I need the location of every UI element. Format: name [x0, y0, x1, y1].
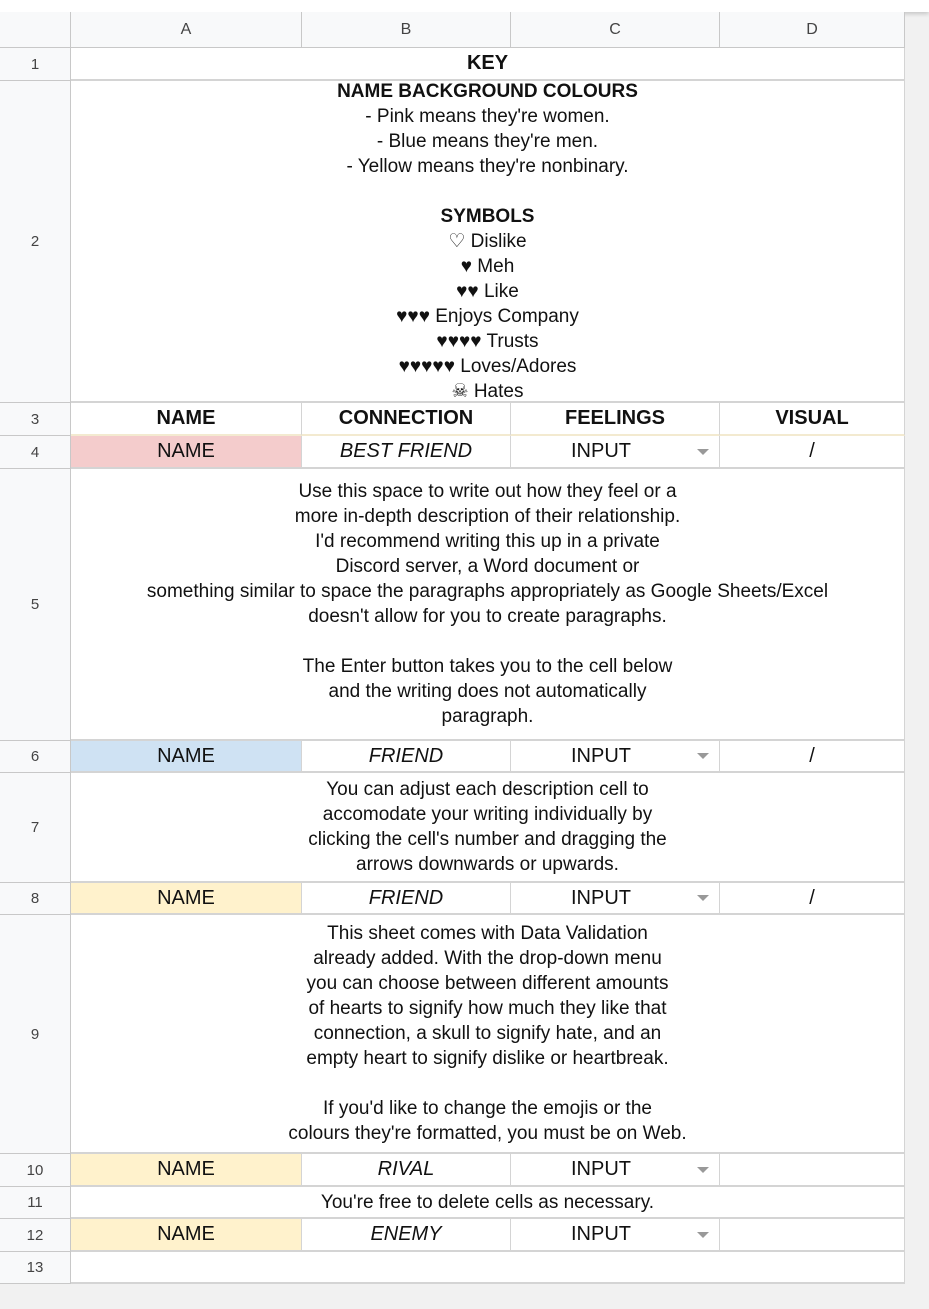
connection-cell-row-6[interactable]	[302, 741, 511, 773]
feelings-text: INPUT	[571, 744, 631, 767]
feelings-cell-row-12[interactable]	[511, 1219, 720, 1252]
row-header-3[interactable]: 3	[0, 403, 71, 436]
feelings-cell-row-4[interactable]	[511, 436, 720, 469]
merged-cell-row-11[interactable]	[71, 1187, 905, 1219]
name-text: NAME	[157, 1223, 215, 1245]
text-line: paragraph.	[441, 706, 534, 727]
dropdown-arrow-icon[interactable]	[697, 1167, 709, 1173]
visual-cell-row-3[interactable]	[720, 403, 905, 436]
row-header-7[interactable]: 7	[0, 773, 71, 883]
name-cell-row-4[interactable]	[71, 436, 302, 469]
text-line: connection, a skull to signify hate, and an	[313, 1023, 662, 1044]
feelings-text: INPUT	[571, 1158, 631, 1180]
feelings-text: FEELINGS	[564, 407, 665, 429]
row-header-6[interactable]: 6	[0, 741, 71, 773]
text-line: something similar to space the paragraphs appropriately as Google Sheets/Excel	[146, 581, 829, 602]
feelings-text: INPUT	[571, 1223, 631, 1245]
row-header-2[interactable]: 2	[0, 81, 71, 403]
name-text: NAME	[157, 440, 215, 462]
name-text: NAME	[156, 407, 216, 429]
visual-cell-row-12[interactable]	[720, 1219, 905, 1252]
connection-cell-row-3[interactable]	[302, 403, 511, 436]
text-line: ☠ Hates	[451, 380, 524, 402]
feelings-text: INPUT	[571, 440, 631, 462]
text-line: Use this space to write out how they feel or a	[298, 481, 677, 502]
text-line: You can adjust each description cell to	[326, 779, 649, 800]
text-line: empty heart to signify dislike or heartbreak.	[306, 1048, 669, 1069]
feelings-cell-row-10[interactable]	[511, 1154, 720, 1187]
text-line: - Pink means they're women.	[365, 105, 610, 127]
text-line	[485, 179, 490, 204]
text-line: ♥♥ Like	[456, 280, 519, 302]
name-text: NAME	[157, 1158, 215, 1180]
row-header-13[interactable]: 13	[0, 1252, 71, 1284]
row-header-12[interactable]: 12	[0, 1219, 71, 1252]
merged-cell-row-2[interactable]	[71, 81, 905, 403]
text-line: of hearts to signify how much they like that	[308, 998, 667, 1019]
connection-cell-row-4[interactable]	[302, 436, 511, 469]
feelings-cell-row-6[interactable]	[511, 741, 720, 773]
feelings-text: INPUT	[571, 886, 631, 909]
text-line: You're free to delete cells as necessary.	[320, 1191, 655, 1213]
merged-cell-row-1[interactable]	[71, 48, 905, 81]
visual-text: /	[809, 744, 815, 767]
column-header-b[interactable]: B	[302, 12, 511, 48]
text-line: already added. With the drop-down menu	[313, 948, 662, 969]
dropdown-arrow-icon[interactable]	[697, 1232, 709, 1238]
connection-text: RIVAL	[377, 1158, 435, 1180]
text-line: The Enter button takes you to the cell below	[302, 656, 673, 677]
connection-text: ENEMY	[370, 1223, 442, 1245]
text-line: - Yellow means they're nonbinary.	[346, 155, 629, 177]
visual-text: VISUAL	[775, 407, 849, 429]
connection-cell-row-12[interactable]	[302, 1219, 511, 1252]
column-header-c[interactable]: C	[511, 12, 720, 48]
connection-text: FRIEND	[368, 886, 444, 909]
text-line: If you'd like to change the emojis or the	[323, 1098, 652, 1119]
name-cell-row-12[interactable]	[71, 1219, 302, 1252]
row-header-10[interactable]: 10	[0, 1154, 71, 1187]
dropdown-arrow-icon[interactable]	[697, 449, 709, 455]
section-heading: NAME BACKGROUND COLOURS	[337, 80, 638, 102]
text-line: ♡ Dislike	[448, 230, 527, 252]
visual-text: /	[809, 886, 815, 909]
merged-cell-row-13[interactable]	[71, 1252, 905, 1284]
text-line: more in-depth description of their relationship.	[294, 506, 681, 527]
column-header-a[interactable]: A	[71, 12, 302, 48]
text-line: ♥♥♥♥♥ Loves/Adores	[398, 355, 577, 377]
text-line: Discord server, a Word document or	[335, 556, 640, 577]
text-line: KEY	[466, 52, 509, 74]
merged-cell-row-7[interactable]	[71, 773, 905, 883]
text-line: arrows downwards or upwards.	[356, 854, 619, 875]
row-header-9[interactable]: 9	[0, 915, 71, 1154]
text-line	[485, 629, 490, 654]
text-line: ♥♥♥ Enjoys Company	[396, 305, 579, 327]
row-header-11[interactable]: 11	[0, 1187, 71, 1219]
visual-cell-row-4[interactable]	[720, 436, 905, 469]
feelings-cell-row-3[interactable]	[511, 403, 720, 436]
connection-cell-row-10[interactable]	[302, 1154, 511, 1187]
name-cell-row-8[interactable]	[71, 883, 302, 915]
name-text: NAME	[157, 886, 215, 909]
text-line: I'd recommend writing this up in a private	[315, 531, 660, 552]
row-header-4[interactable]: 4	[0, 436, 71, 469]
text-line	[485, 1071, 490, 1096]
connection-text: BEST FRIEND	[339, 440, 473, 462]
feelings-cell-row-8[interactable]	[511, 883, 720, 915]
connection-text: FRIEND	[368, 744, 444, 767]
connection-cell-row-8[interactable]	[302, 883, 511, 915]
row-header-8[interactable]: 8	[0, 883, 71, 915]
row-header-1[interactable]: 1	[0, 48, 71, 81]
visual-cell-row-6[interactable]	[720, 741, 905, 773]
text-line: - Blue means they're men.	[376, 130, 599, 152]
text-line: clicking the cell's number and dragging the	[308, 829, 667, 850]
dropdown-arrow-icon[interactable]	[697, 753, 709, 759]
name-text: NAME	[157, 744, 215, 767]
text-line: colours they're formatted, you must be on Web.	[288, 1123, 687, 1144]
name-cell-row-6[interactable]	[71, 741, 302, 773]
column-header-d[interactable]: D	[720, 12, 905, 48]
dropdown-arrow-icon[interactable]	[697, 895, 709, 901]
text-line: ♥♥♥♥ Trusts	[436, 330, 539, 352]
row-header-5[interactable]: 5	[0, 469, 71, 741]
text-line: doesn't allow for you to create paragraphs.	[308, 606, 667, 627]
text-line: This sheet comes with Data Validation	[327, 923, 648, 944]
visual-text: /	[809, 440, 815, 462]
visual-cell-row-10[interactable]	[720, 1154, 905, 1187]
name-cell-row-10[interactable]	[71, 1154, 302, 1187]
select-all-corner[interactable]	[0, 12, 71, 48]
name-cell-row-3[interactable]	[71, 403, 302, 436]
merged-cell-row-5[interactable]	[71, 469, 905, 741]
text-line: you can choose between different amounts	[306, 973, 669, 994]
text-line: accomodate your writing individually by	[322, 804, 653, 825]
section-heading: SYMBOLS	[440, 205, 535, 227]
top-toolbar-edge	[0, 0, 929, 12]
text-line: and the writing does not automatically	[328, 681, 647, 702]
connection-text: CONNECTION	[338, 407, 474, 429]
text-line: ♥ Meh	[460, 255, 515, 277]
visual-cell-row-8[interactable]	[720, 883, 905, 915]
merged-cell-row-9[interactable]	[71, 915, 905, 1154]
